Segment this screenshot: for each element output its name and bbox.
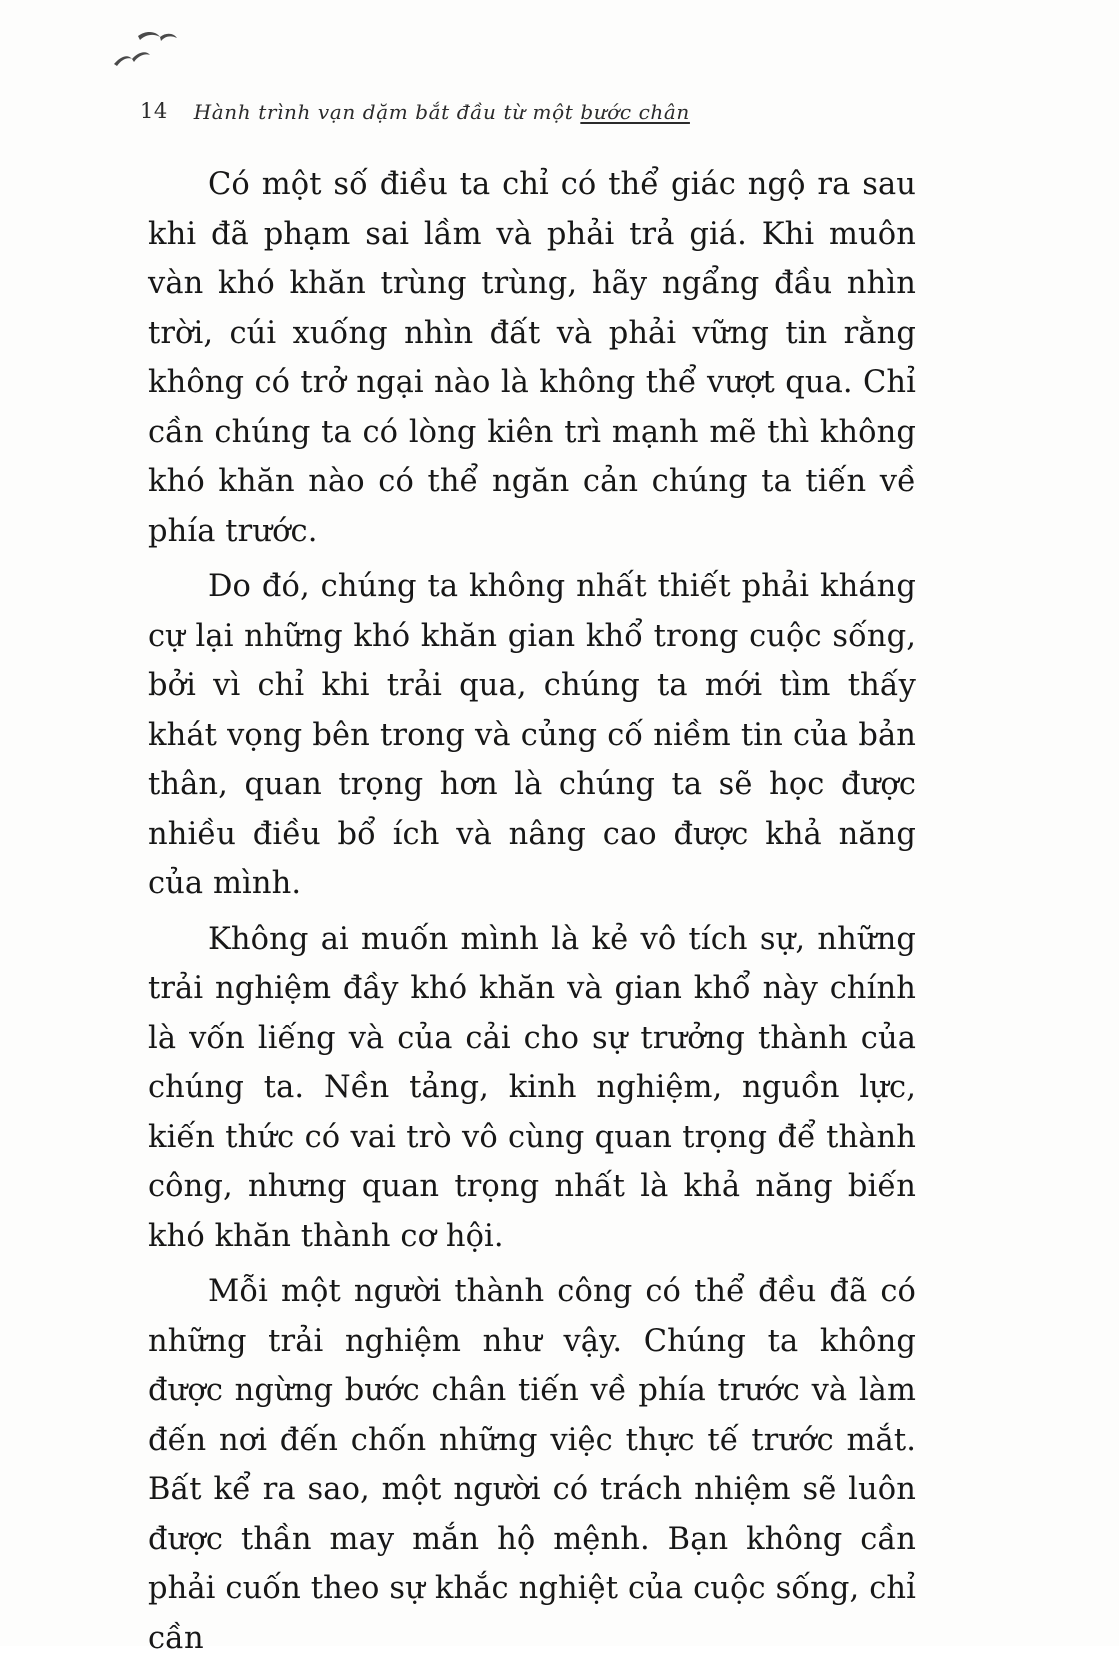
running-title bbox=[194, 102, 690, 124]
running-title-main: Hành trình vạn dặm bắt đầu từ một bbox=[193, 100, 581, 124]
bird-ornament-icon bbox=[108, 28, 178, 80]
running-head bbox=[140, 78, 999, 124]
page-body bbox=[148, 160, 916, 1663]
paragraph: Có một số điều ta chỉ có thể giác ngộ ra sau khi đã phạm sai lầm và phải trả giá. Khi muôn vàn khó khăn trùng trùng, hãy ngẩng đầu nhìn trời, cúi xuống nhìn đất và phải vững tin rằng không có trở ngại nào là không thể vượt qua. Chỉ cần chúng ta có lòng kiên trì mạnh mẽ thì không khó khăn nào có thể ngăn cản chúng ta tiến về phía trước. bbox=[148, 167, 916, 549]
page-number: 14 bbox=[140, 99, 168, 123]
running-title-underlined: bước chân bbox=[580, 100, 690, 124]
paragraph: Không ai muốn mình là kẻ vô tích sự, những trải nghiệm đầy khó khăn và gian khổ này chính là vốn liếng và của cải cho sự trưởng thành của chúng ta. Nền tảng, kinh nghiệm, nguồn lực, kiến thức có vai trò vô cùng quan trọng để thành công, nhưng quan trọng nhất là khả năng biến khó khăn thành cơ hội. bbox=[148, 921, 916, 1254]
paragraph: Mỗi một người thành công có thể đều đã có những trải nghiệm như vậy. Chúng ta không được ngừng bước chân tiến về phía trước và làm đến nơi đến chốn những việc thực tế trước mắt. Bất kể ra sao, một người có trách nhiệm sẽ luôn được thần may mắn hộ mệnh. Bạn không cần phải cuốn theo sự khắc nghiệt của cuộc sống, chỉ cần bbox=[148, 1274, 916, 1656]
paragraph: Do đó, chúng ta không nhất thiết phải kháng cự lại những khó khăn gian khổ trong cuộc sống, bởi vì chỉ khi trải qua, chúng ta mới tìm thấy khát vọng bên trong và củng cố niềm tin của bản thân, quan trọng hơn là chúng ta sẽ học được nhiều điều bổ ích và nâng cao được khả năng của mình. bbox=[148, 569, 916, 901]
